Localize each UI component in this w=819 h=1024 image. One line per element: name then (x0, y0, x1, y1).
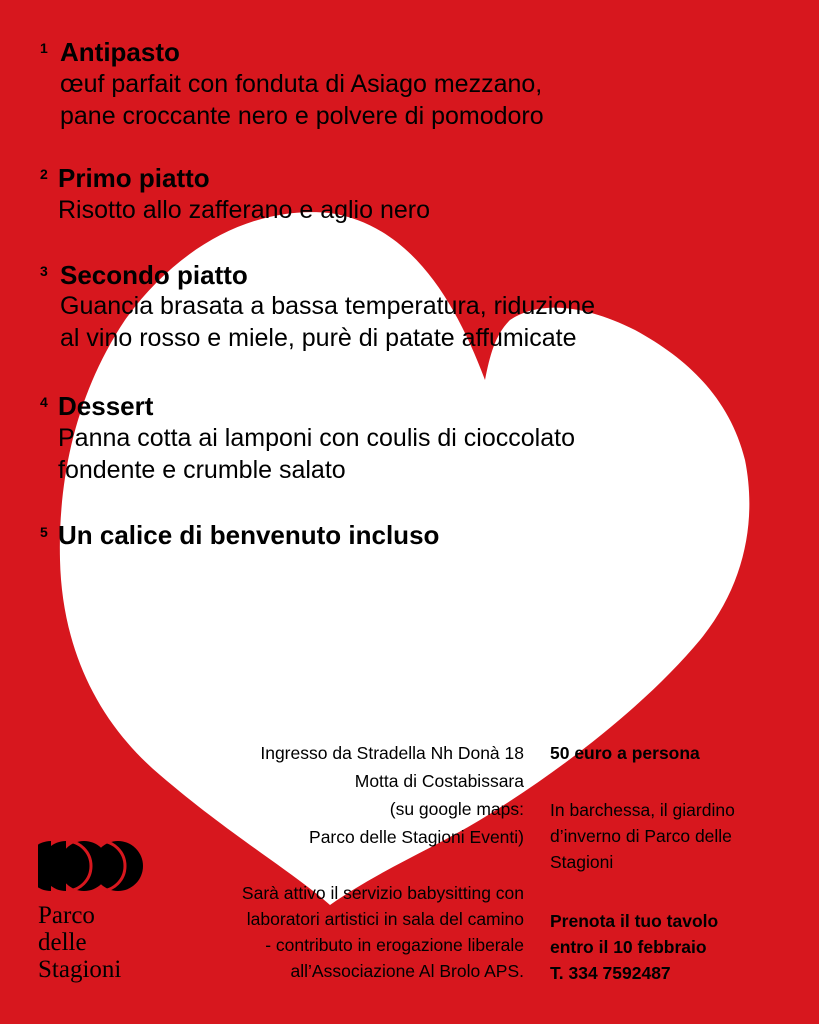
course-description-line: pane croccante nero e polvere di pomodoro (60, 102, 544, 130)
course-number: 4 (40, 394, 48, 410)
course-number: 3 (40, 263, 48, 279)
babysitting-line: - contributo in erogazione liberale (265, 935, 524, 955)
location-block (550, 797, 735, 875)
address-line: Parco delle Stagioni Eventi) (309, 827, 524, 847)
parco-delle-stagioni-logo (38, 840, 144, 983)
location-line: d’inverno di Parco delle (550, 826, 732, 846)
course-description-line: œuf parfait con fonduta di Asiago mezzano, (60, 70, 543, 98)
babysitting-line: all’Associazione Al Brolo APS. (290, 961, 524, 981)
logo-text-line: delle (38, 929, 87, 956)
course-description-line: fondente e crumble salato (58, 456, 346, 484)
location-line: Stagioni (550, 852, 614, 872)
address-line: Motta di Costabissara (354, 771, 524, 791)
course-description-line: Risotto allo zafferano e aglio nero (58, 196, 430, 224)
logo-text-line: Stagioni (38, 956, 122, 983)
babysitting-line: Sarà attivo il servizio babysitting con (241, 883, 524, 903)
course-description-line: Guancia brasata a bassa temperatura, riduzione (60, 292, 596, 320)
course-description-line: al vino rosso e miele, purè di patate affumicate (60, 324, 577, 352)
course-title: Dessert (58, 391, 154, 421)
address-block (260, 740, 524, 850)
booking-line: Prenota il tuo tavolo (550, 911, 719, 931)
location-line: In barchessa, il giardino (550, 800, 735, 820)
course-description-line: Panna cotta ai lamponi con coulis di cioccolato (58, 424, 575, 452)
babysitting-line: laboratori artistici in sala del camino (246, 909, 524, 929)
price-text: 50 euro a persona (550, 743, 700, 763)
booking-block (550, 908, 718, 986)
course-title: Antipasto (60, 37, 180, 67)
booking-line: entro il 10 febbraio (550, 937, 707, 957)
four-circles-logo-icon (38, 840, 144, 892)
babysitting-block (242, 880, 524, 984)
course-number: 1 (40, 40, 48, 56)
course-title: Secondo piatto (60, 260, 248, 290)
address-line: Ingresso da Stradella Nh Donà 18 (260, 743, 524, 763)
booking-phone: T. 334 7592487 (550, 963, 671, 983)
logo-text (38, 902, 144, 983)
course-title: Un calice di benvenuto incluso (58, 520, 440, 550)
logo-text-line: Parco (38, 902, 95, 929)
address-line: (su google maps: (389, 799, 524, 819)
course-title: Primo piatto (58, 163, 210, 193)
course-number: 2 (40, 166, 48, 182)
course-number: 5 (40, 524, 48, 540)
